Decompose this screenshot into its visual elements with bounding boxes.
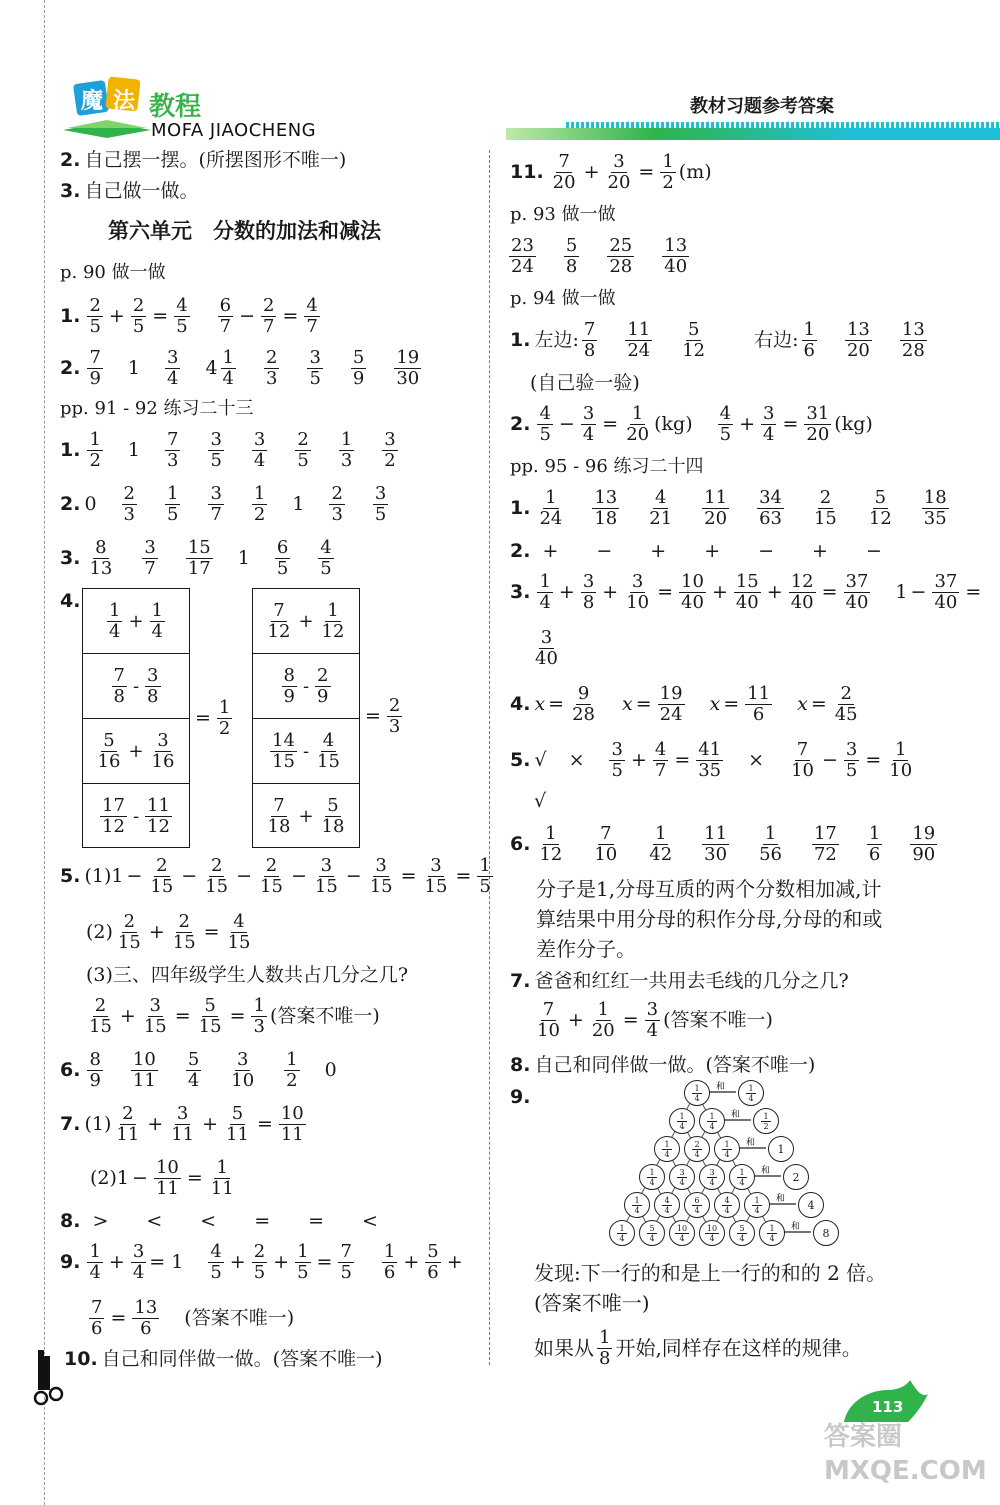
- triangle-node: 5 4: [729, 1220, 755, 1246]
- logo-pinyin: MOFA JIAOCHENG: [151, 120, 317, 141]
- sum-label: 和: [731, 1110, 741, 1120]
- sum-label: 和: [776, 1194, 786, 1204]
- e4-label: 4.: [60, 590, 81, 612]
- e4-result-right: = $\frac{2}{3}$: [365, 694, 401, 737]
- e8-row: 8. > < < = = <: [60, 1210, 378, 1232]
- triangle-node: 6 4: [684, 1192, 710, 1218]
- q2-row: 2. $\frac{7}{9}$ 1 $\frac{3}{4}$ 4 $\frac{1}{4}$ $\frac{2}{3}$ $\frac{3}{5}$ $\frac{5}{9}$ $\frac{19}{30}$: [60, 346, 420, 389]
- triangle-node: 3 4: [699, 1164, 725, 1190]
- header-right-title: 教材习题参考答案: [690, 96, 834, 117]
- s9-label: 9.: [510, 1086, 531, 1108]
- triangle-node: 4 4: [714, 1192, 740, 1218]
- e10-row: 10. 自己和同伴做一做。(答案不唯一): [64, 1348, 383, 1370]
- e2-row: 2. 0 $\frac{2}{3}$ $\frac{1}{5}$ $\frac{3}{7}$ $\frac{1}{2}$ 1 $\frac{2}{3}$ $\frac{3}{5}$: [60, 482, 387, 525]
- s6-text2: 算结果中用分母的积作分母,分母的和或: [536, 907, 883, 931]
- triangle-node: 3 4: [669, 1164, 695, 1190]
- s1-row: 1. $\frac{1}{24}$ $\frac{13}{18}$ $\frac{4}{21}$ $\frac{11}{20}$ $\frac{34}{63}$ $\frac{2}{15}$ $\frac{5}{12}$ $\frac{18}{35}$: [510, 486, 947, 529]
- s7-text: 7. 爸爸和红红一共用去毛线的几分之几?: [510, 970, 849, 992]
- logo: [55, 72, 355, 142]
- p93-values: $\frac{23}{24}$ $\frac{5}{8}$ $\frac{25}{28}$ $\frac{13}{40}$: [511, 234, 688, 277]
- s5-row: 5. √ × $\frac{3}{5}$ + $\frac{4}{7}$ = $\frac{41}{35}$ × $\frac{7}{10}$ − $\frac{3}{5}$ = $\frac{1}{10}$: [510, 738, 913, 781]
- triangle-node: 1 4: [759, 1220, 785, 1246]
- triangle-sum-node: 1 2: [753, 1108, 779, 1134]
- e7-part1: 7. (1) $\frac{2}{11}$ + $\frac{3}{11}$ + $\frac{5}{11}$ = $\frac{10}{11}$: [60, 1102, 304, 1145]
- s3-row: 3. $\frac{1}{4}$ + $\frac{3}{8}$ + $\frac{3}{10}$ = $\frac{10}{40}$ + $\frac{15}{40}$ + $\frac{12}{40}$ = $\frac{37}{40}$ 1 − $\frac{37}{40}$ =: [510, 570, 982, 613]
- triangle-sum-node: 4: [798, 1192, 824, 1218]
- p94-heading: p. 94 做一做: [510, 288, 616, 309]
- scissors-icon: [30, 1350, 70, 1410]
- triangle-node: 2 4: [684, 1136, 710, 1162]
- triangle-node: 1 4: [714, 1136, 740, 1162]
- s9-note: (答案不唯一): [534, 1291, 650, 1315]
- e1-row: 1. $\frac{1}{2}$ 1 $\frac{7}{3}$ $\frac{3}{5}$ $\frac{3}{4}$ $\frac{2}{5}$ $\frac{1}{3}$ $\frac{3}{2}$: [60, 428, 396, 471]
- sum-label: 和: [746, 1138, 756, 1148]
- s5-check2: √: [534, 790, 547, 812]
- triangle-node: 1 4: [744, 1192, 770, 1218]
- triangle-node: 1 4: [624, 1192, 650, 1218]
- triangle-node: 1 4: [639, 1164, 665, 1190]
- s9-finding: 发现:下一行的和是上一行的和的 2 倍。: [534, 1261, 887, 1285]
- logo-chars: 魔法: [81, 89, 146, 114]
- triangle-sum-node: 2: [783, 1164, 809, 1190]
- e6-row: 6. $\frac{8}{9}$ $\frac{10}{11}$ $\frac{5}{4}$ $\frac{3}{10}$ $\frac{1}{2}$ 0: [60, 1048, 337, 1091]
- e4-result-left: = $\frac{1}{2}$: [195, 696, 231, 739]
- triangle-node: 5 4: [639, 1220, 665, 1246]
- e5-part1: 5. (1)1 − $\frac{2}{15}$ − $\frac{2}{15}$ − $\frac{2}{15}$ − $\frac{3}{15}$ − $\frac{3}{15}$ = $\frac{3}{15}$ = $\frac{1}{5}$: [60, 854, 491, 897]
- p90-heading: p. 90 做一做: [60, 262, 166, 283]
- e3-row: 3. $\frac{8}{13}$ $\frac{3}{7}$ $\frac{15}{17}$ 1 $\frac{6}{5}$ $\frac{4}{5}$: [60, 536, 332, 579]
- sum-label: 和: [761, 1166, 771, 1176]
- triangle-node: 1 4: [684, 1080, 710, 1106]
- triangle-sum-node: 8: [813, 1220, 839, 1246]
- s2-row: 2. + − + + − + −: [510, 540, 882, 562]
- e9-row: 9. $\frac{1}{4}$ + $\frac{3}{4}$ = 1 $\frac{4}{5}$ + $\frac{2}{5}$ + $\frac{1}{5}$ = $\frac{7}{5}$ $\frac{1}{6}$ + $\frac{5}{6}$ +: [60, 1240, 463, 1283]
- s6-text3: 差作分子。: [536, 937, 636, 961]
- left-item-2: 2. 自己摆一摆。(所摆图形不唯一): [60, 149, 347, 171]
- triangle-node: 1 4: [699, 1108, 725, 1134]
- s4-row: 4. x = $\frac{9}{28}$ x = $\frac{19}{24}$ x = $\frac{11}{6}$ x = $\frac{2}{45}$: [510, 682, 858, 725]
- triangle-node: 10 4: [699, 1220, 725, 1246]
- page-number-badge: [838, 1380, 930, 1424]
- r1-check: (自己验一验): [530, 372, 640, 394]
- header-green-bar: [506, 128, 1000, 140]
- s6-text1: 分子是1,分母互质的两个分数相加减,计: [536, 877, 882, 901]
- triangle-node: 1 4: [609, 1220, 635, 1246]
- triangle-node: 1 4: [654, 1136, 680, 1162]
- e7-part2: (2)1 − $\frac{10}{11}$ = $\frac{1}{11}$: [90, 1156, 234, 1199]
- r2-row: 2. $\frac{4}{5}$ − $\frac{3}{4}$ = $\frac{1}{20}$ (kg) $\frac{4}{5}$ + $\frac{3}{4}$ = $\frac{31}{20}$ (kg): [510, 402, 873, 445]
- e4-box-left: $\frac{1}{4}$ + $\frac{1}{4}$ $\frac{7}{8}$ - $\frac{3}{8}$ $\frac{5}{16}$ + $\frac{3}{16}$ $\frac{17}{12}$ - $\frac{11}{12}$: [82, 588, 190, 848]
- triangle-node: 1 4: [669, 1108, 695, 1134]
- triangle-node: 4 4: [654, 1192, 680, 1218]
- sum-label: 和: [716, 1082, 726, 1092]
- s3-row2: $\frac{3}{40}$: [535, 626, 558, 669]
- left-item-3: 3. 自己做一做。: [60, 180, 199, 202]
- triangle-sum-node: 1 4: [738, 1080, 764, 1106]
- watermark: 答案圈 MXQE.COM: [824, 1422, 987, 1486]
- left-margin-dashed-line: [44, 0, 45, 1505]
- r1-row: 1. 左边: $\frac{7}{8}$ $\frac{11}{24}$ $\frac{5}{12}$ 右边: $\frac{1}{6}$ $\frac{13}{20}$ $\frac{13}{28}$: [510, 318, 925, 361]
- logo-word: 教程: [149, 92, 202, 122]
- triangle-sum-node: 1: [768, 1136, 794, 1162]
- column-divider: [489, 150, 490, 1365]
- pascal-triangle-diagram: [530, 1078, 910, 1258]
- e4-box-right: $\frac{7}{12}$ + $\frac{1}{12}$ $\frac{8}{9}$ - $\frac{2}{9}$ $\frac{14}{15}$ - $\frac{4}{15}$ $\frac{7}{18}$ + $\frac{5}{18}$: [252, 588, 360, 848]
- pp9192-heading: pp. 91 - 92 练习二十三: [60, 398, 254, 419]
- q1-row: 1. $\frac{2}{5}$ + $\frac{2}{5}$ = $\frac{4}{5}$ $\frac{6}{7}$ − $\frac{2}{7}$ = $\frac{4}{7}$: [60, 294, 318, 337]
- e5-part2: (2) $\frac{2}{15}$ + $\frac{2}{15}$ = $\frac{4}{15}$: [86, 910, 251, 953]
- triangle-node: 10 4: [669, 1220, 695, 1246]
- s7-eq: $\frac{7}{10}$ + $\frac{1}{20}$ = $\frac{3}{4}$ (答案不唯一): [537, 998, 773, 1041]
- page-number: 113: [872, 1398, 904, 1416]
- sum-label: 和: [791, 1222, 801, 1232]
- triangle-node: 1 4: [729, 1164, 755, 1190]
- s6-row: 6. $\frac{1}{12}$ $\frac{7}{10}$ $\frac{1}{42}$ $\frac{11}{30}$ $\frac{1}{56}$ $\frac{17}{72}$ $\frac{1}{6}$ $\frac{19}{90}$: [510, 822, 936, 865]
- pp9596-heading: pp. 95 - 96 练习二十四: [510, 456, 704, 477]
- header-stripe-bar: [566, 122, 1000, 128]
- e5-part3-eq: $\frac{2}{15}$ + $\frac{3}{15}$ = $\frac{5}{15}$ = $\frac{1}{3}$ (答案不唯一): [89, 994, 380, 1037]
- r11-row: 11. $\frac{7}{20}$ + $\frac{3}{20}$ = $\frac{1}{2}$ (m): [510, 150, 712, 193]
- p93-heading: p. 93 做一做: [510, 204, 616, 225]
- e5-part3-text: (3)三、四年级学生人数共占几分之几?: [86, 964, 409, 986]
- section-title: 第六单元 分数的加法和减法: [108, 219, 381, 243]
- s8-row: 8. 自己和同伴做一做。(答案不唯一): [510, 1054, 816, 1076]
- e9-row2: $\frac{7}{6}$ = $\frac{13}{6}$ (答案不唯一): [91, 1296, 295, 1339]
- s9-rule: 如果从 $\frac{1}{8}$ 开始,同样存在这样的规律。: [534, 1326, 862, 1369]
